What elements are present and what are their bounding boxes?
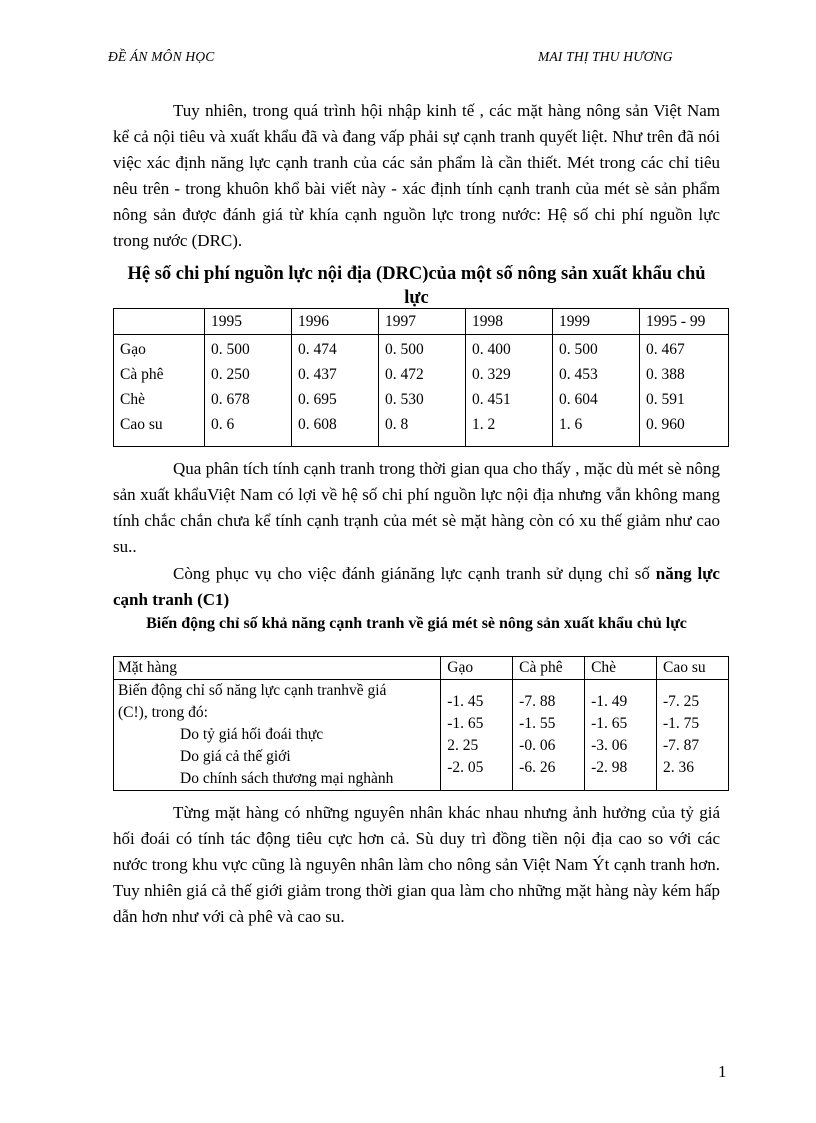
table-header-cell: Gạo [441, 657, 513, 680]
paragraph-3-text: Còng phục vụ cho việc đánh giánăng lực cạnh tranh sử dụng chỉ số [173, 564, 656, 583]
table-cell: -7. 87 [663, 737, 700, 754]
column-values-caphe [513, 680, 585, 791]
table1-title: Hệ số chi phí nguồn lực nội địa (DRC)của một số nông sản xuất khẩu chủ lực [127, 264, 706, 308]
table-cell: 1. 2 [466, 412, 553, 447]
row-label: Biến động chỉ số năng lực cạnh tranhvề giá [118, 682, 387, 699]
table-cell: 0. 329 [466, 362, 553, 387]
row-label: Do chính sách thương mại nghành [180, 770, 394, 787]
table-header-cell: 1999 [553, 309, 640, 335]
table-cell: 0. 472 [379, 362, 466, 387]
table-header-cell: Cà phê [513, 657, 585, 680]
table-cell: -7. 25 [663, 693, 700, 710]
drc-table [113, 308, 729, 447]
table-cell: 0. 960 [640, 412, 729, 447]
table-cell: -1. 75 [663, 715, 700, 732]
row-label: (C!), trong đó: [118, 704, 208, 721]
column-values-gao [441, 680, 513, 791]
table-cell: -6. 26 [519, 759, 556, 776]
table-cell: 0. 530 [379, 387, 466, 412]
paragraph-1: Tuy nhiên, trong quá trình hội nhập kinh tế , các mặt hàng nông sản Việt Nam kể cả nội tiêu và xuất khẩu đã và đang vấp phải sự cạnh tranh quyết liệt. Như trên đã nói việc xác định năng lực cạnh tranh của các sản phẩm là cần thiết. Mét trong các chỉ tiêu nêu trên - trong khuôn khổ bài viết này - xác định tính cạnh tranh của mét sè sản phẩm nông sản được đánh giá từ khía cạnh nguồn lực trong nước: Hệ số chi phí nguồn lực trong nước (DRC). [113, 101, 720, 250]
competitiveness-table [113, 656, 729, 791]
paragraph-4: Từng mặt hàng có những nguyên nhân khác nhau nhưng ảnh hưởng của tỷ giá hối đoái có tính tác động tiêu cực hơn cả. Sù duy trì đồng tiền nội địa cao so với các nước trong khu vực cũng là nguyên nhân làm cho nông sản Việt Nam Ýt cạnh tranh hơn. Tuy nhiên giá cả thế giới giảm trong thời gian qua làm cho những mặt hàng này kém hấp dẫn hơn như với cà phê và cao su. [113, 803, 720, 926]
table-header-cell: 1998 [466, 309, 553, 335]
table-cell: -1. 55 [519, 715, 556, 732]
table-cell: -1. 65 [447, 715, 484, 732]
table-cell: 0. 451 [466, 387, 553, 412]
table-cell: 0. 453 [553, 362, 640, 387]
row-label: Chè [114, 387, 205, 412]
table-header-cell: Cao su [657, 657, 729, 680]
row-label: Gạo [114, 335, 205, 363]
table-cell: 0. 467 [640, 335, 729, 363]
table-cell: 2. 25 [447, 737, 479, 754]
table-cell: 0. 400 [466, 335, 553, 363]
table-header-cell: 1995 [205, 309, 292, 335]
table-header-cell: 1995 - 99 [640, 309, 729, 335]
table-cell: 0. 8 [379, 412, 466, 447]
table-cell: 2. 36 [663, 759, 695, 776]
table-cell: -2. 98 [591, 759, 628, 776]
table-header-cell: 1997 [379, 309, 466, 335]
row-label: Do giá cả thế giới [180, 748, 291, 765]
table-cell: 0. 500 [379, 335, 466, 363]
table-cell: -1. 45 [447, 693, 484, 710]
table-cell: -0. 06 [519, 737, 556, 754]
header-right: MAI THỊ THU HƯƠNG [538, 49, 673, 64]
table-row [114, 362, 729, 387]
table-cell: 0. 695 [292, 387, 379, 412]
row-label: Cao su [114, 412, 205, 447]
paragraph-3 [113, 561, 720, 613]
table-cell: 0. 678 [205, 387, 292, 412]
table-cell: 0. 474 [292, 335, 379, 363]
table-cell: 0. 388 [640, 362, 729, 387]
page-number: 1 [718, 1062, 727, 1081]
column-values-caosu [657, 680, 729, 791]
table-cell: -3. 06 [591, 737, 628, 754]
column-values-che [585, 680, 657, 791]
table-header-row [114, 657, 729, 680]
paragraph-2: Qua phân tích tính cạnh tranh trong thời gian qua cho thấy , mặc dù mét sè nông sản xuất khẩuViệt Nam có lợi về hệ số chi phí nguồn lực nội địa nhưng vẫn không mang tính chắc chắn chưa kể tính cạnh trạnh của mét sè mặt hàng còn có xu thế giảm như cao su.. [113, 459, 720, 556]
table-row [114, 387, 729, 412]
table-cell: 0. 608 [292, 412, 379, 447]
table-cell: 0. 500 [205, 335, 292, 363]
table-cell: 0. 437 [292, 362, 379, 387]
row-label: Do tỷ giá hối đoái thực [180, 726, 324, 743]
table-cell: 0. 6 [205, 412, 292, 447]
table-header-cell [114, 309, 205, 335]
table-header-cell: Mặt hàng [114, 657, 441, 680]
table-header-cell: Chè [585, 657, 657, 680]
row-label: Cà phê [114, 362, 205, 387]
paragraph-3-bold: năng lực cạnh tranh (C1) [113, 564, 720, 609]
table-cell: 0. 250 [205, 362, 292, 387]
table-cell: 0. 591 [640, 387, 729, 412]
table-cell: -2. 05 [447, 759, 484, 776]
table-row [114, 335, 729, 363]
table-header-row [114, 309, 729, 335]
table-cell: 0. 500 [553, 335, 640, 363]
table-cell: -7. 88 [519, 693, 556, 710]
table2-title: Biến động chỉ số khả năng cạnh tranh về giá mét sè nông sản xuất khẩu chủ lực [146, 615, 687, 632]
table-cell: -1. 49 [591, 693, 628, 710]
table-row [114, 412, 729, 447]
table-cell: 1. 6 [553, 412, 640, 447]
header-left: ĐỀ ÁN MÔN HỌC [108, 49, 215, 64]
table-header-cell: 1996 [292, 309, 379, 335]
row-labels [114, 680, 441, 791]
table-cell: -1. 65 [591, 715, 628, 732]
table-row [114, 680, 729, 791]
table-cell: 0. 604 [553, 387, 640, 412]
